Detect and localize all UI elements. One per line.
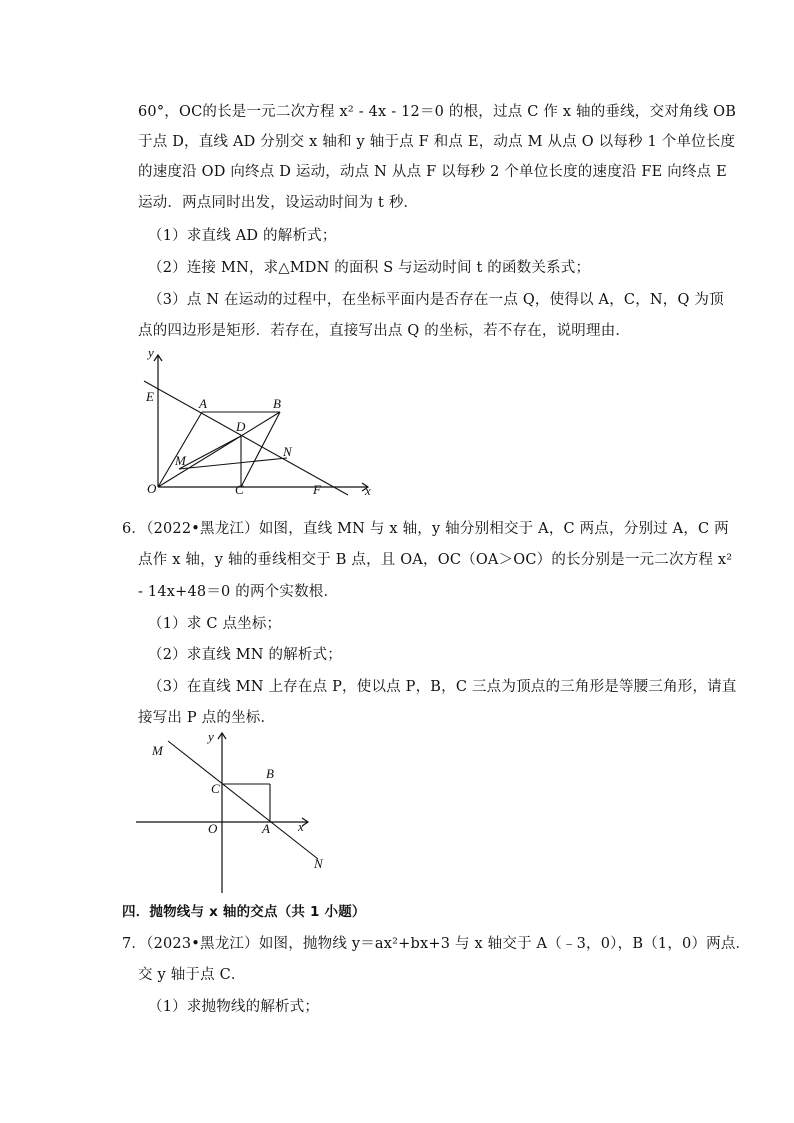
q7-text-line-2: 交 y 轴于点 C． bbox=[138, 967, 246, 983]
q6-label-C: C bbox=[211, 781, 220, 796]
q6-text-line-3: - 14x+48＝0 的两个实数根． bbox=[138, 584, 339, 600]
q5-label-x: x bbox=[365, 483, 371, 498]
q5-text-line-1: 60°，OC的长是一元二次方程 x² - 4x - 12＝0 的根，过点 C 作 x 轴的垂线，交对角线 OB bbox=[138, 104, 737, 120]
q6-text-line-2: 点作 x 轴，y 轴的垂线相交于 B 点，且 OA，OC（OA＞OC）的长分别是一元二次方程 x² bbox=[138, 552, 733, 568]
q6-label-y: y bbox=[208, 729, 214, 744]
q6-label-A: A bbox=[262, 821, 270, 836]
q5-label-A: A bbox=[199, 396, 207, 411]
q7-text-line-1: 7．（2023•黑龙江）如图，抛物线 y＝ax²+bx+3 与 x 轴交于 A（﹣3，0），B（1，0）两点． bbox=[122, 936, 751, 952]
q5-label-F: F bbox=[313, 482, 321, 497]
q6-label-M: M bbox=[152, 743, 163, 758]
q5-label-N: N bbox=[283, 444, 292, 459]
q5-part-1: （1）求直线 AD 的解析式； bbox=[148, 228, 337, 244]
q6-part-1: （1）求 C 点坐标； bbox=[148, 616, 282, 632]
q5-part-3-line-2: 点的四边形是矩形．若存在，直接写出点 Q 的坐标，若不存在，说明理由． bbox=[138, 323, 631, 339]
q5-label-y: y bbox=[148, 345, 154, 360]
q6-label-B: B bbox=[266, 766, 274, 781]
q5-text-line-3: 的速度沿 OD 向终点 D 运动，动点 N 从点 F 以每秒 2 个单位长度的速度沿 FE 向终点 E bbox=[138, 164, 727, 180]
q5-segment-OA bbox=[158, 412, 202, 487]
q6-label-x: x bbox=[298, 819, 304, 834]
q5-label-M: M bbox=[175, 453, 186, 468]
q6-part-3-line-2: 接写出 P 点的坐标． bbox=[138, 710, 276, 726]
q5-label-O: O bbox=[147, 481, 157, 496]
q5-part-3-line-1: （3）点 N 在运动的过程中，在坐标平面内是否存在一点 Q，使得以 A，C，N，Q 为顶 bbox=[148, 292, 724, 308]
q5-label-E: E bbox=[146, 389, 154, 404]
q6-part-2: （2）求直线 MN 的解析式； bbox=[148, 647, 342, 663]
q5-label-B: B bbox=[273, 396, 281, 411]
q5-label-C: C bbox=[235, 482, 244, 497]
q5-segment-BC bbox=[241, 412, 280, 487]
q5-label-D: D bbox=[236, 419, 246, 434]
q6-part-3-line-1: （3）在直线 MN 上存在点 P，使以点 P，B，C 三点为顶点的三角形是等腰三角形，请直 bbox=[148, 679, 737, 695]
q6-figure bbox=[130, 727, 340, 897]
q5-text-line-2: 于点 D，直线 AD 分别交 x 轴和 y 轴于点 F 和点 E，动点 M 从点 O 以每秒 1 个单位长度 bbox=[138, 134, 736, 150]
q5-figure bbox=[130, 345, 390, 505]
q7-part-1: （1）求抛物线的解析式； bbox=[148, 999, 320, 1015]
section-4-title: 四．抛物线与 x 轴的交点（共 1 小题） bbox=[122, 904, 366, 920]
q6-line-MN bbox=[168, 741, 318, 859]
q6-label-N: N bbox=[314, 856, 323, 871]
q5-part-2: （2）连接 MN，求△MDN 的面积 S 与运动时间 t 的函数关系式； bbox=[148, 260, 591, 276]
q5-text-line-4: 运动．两点同时出发，设运动时间为 t 秒． bbox=[138, 195, 419, 211]
q6-label-O: O bbox=[208, 821, 218, 836]
q6-text-line-1: 6．（2022•黑龙江）如图，直线 MN 与 x 轴，y 轴分别相交于 A，C 两点，分别过 A，C 两 bbox=[122, 521, 729, 537]
